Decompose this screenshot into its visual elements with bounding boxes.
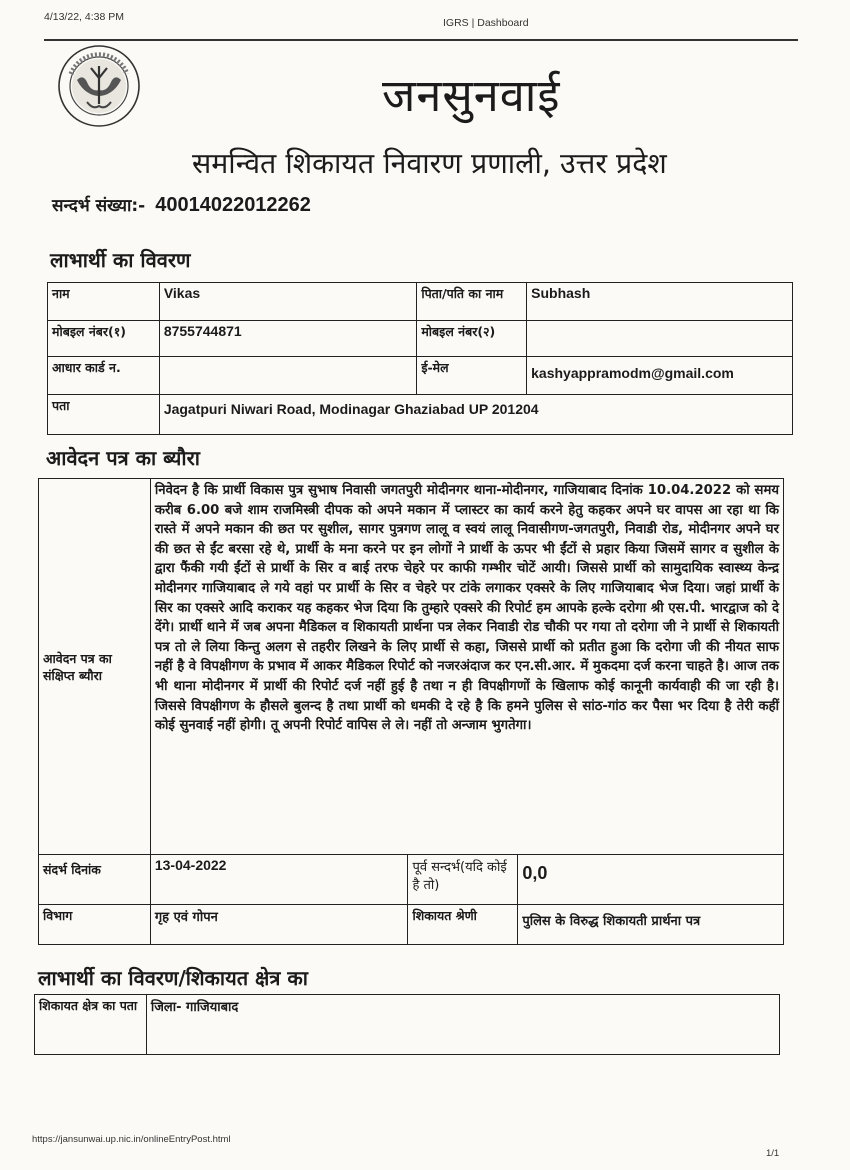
area-address-label: शिकायत क्षेत्र का पता — [35, 995, 147, 1055]
print-datetime: 4/13/22, 4:38 PM — [44, 11, 124, 23]
summary-text: निवेदन है कि प्रार्थी विकास पुत्र सुभाष निवासी जगतपुरी मोदीनगर थाना-मोदीनगर, गाजियाबाद दिनांक 10.04.2022 को समय करीब 6.00 बजे शाम राजमिस्त्री दीपक को अपने मकान में प्लास्टर का कार्य करने हेतु कहकर अपने घर वापस आ रहा था कि रास्ते में अपने मकान की छत पर सुशील, सागर पुत्रगण लालू व स्वयं लालू निवासीगण-जगतपुरी, निवाडी रोड, मोदीनगर अपने घर की छत से ईंट बरसा रहे थे, प्रार्थी के मना करने पर इन लोगों ने प्रार्थी के ऊपर भी ईंटों से प्रहार किया जिसमें सागर व सुशील के द्वारा फैंकी गयी ईंटों से प्रार्थी के सिर व बाई तरफ चेहरे पर काफी गम्भीर चोटें आयी। जिससे प्रार्थी को सामुदायिक स्वास्थ्य केन्द्र मोदीनगर गाजियाबाद ले गये वहां पर प्रार्थी के सिर व चेहरे पर टांके लगाकर एक्सरे के लिए गाजियाबाद भेज दिया। जहां प्रार्थी के सिर का एक्सरे आदि कराकर यह कहकर भेज दिया कि तुम्हारे एक्सरे की रिपोर्ट हम आपके हल्के दरोगा श्री एस.पी. भारद्वाज को दे देंगे। प्रार्थी थाने में जब अपना मैडिकल व शिकायती प्रार्थना पत्र लेकर निवाडी रोड चौकी पर गया तो दरोगा जी ने प्रार्थी से शिकायती पत्र तो ले लिया किन्तु अलग से तहरीर लिखने के लिए प्रार्थी से कहा, जिससे प्रार्थी को प्रतीत हुआ कि दरोगा जी की नीयत साफ नहीं है वे विपक्षीगण के प्रभाव में आकर मैडिकल रिपोर्ट को नजरअंदाज कर एन.सी.आर. में मुकदमा दर्ज करना चाहते है। आज तक भी थाना मोदीनगर में प्रार्थी की रिपोर्ट दर्ज नहीं हुई है तथा न ही विपक्षीगणों के खिलाफ कोई कानूनी कार्यवाही की जा रही है। जिससे विपक्षीगण के हौसले बुलन्द है तथा प्रार्थी को धमकी दे रहे है कि हमने पुलिस से सांठ-गांठ कर पैसा भर दिया है तेरी कहीं कोई सुनवाई नहीं होगी। तू अपनी रिपोर्ट वापिस ले ले। नहीं तो अन्जाम भुगतेगा। — [150, 479, 783, 855]
page-title: जनसुनवाई — [382, 69, 561, 122]
print-tab-title: IGRS | Dashboard — [443, 17, 529, 29]
reference-label: सन्दर्भ संख्या:- — [52, 196, 146, 216]
aadhaar-label: आधार कार्ड न. — [48, 357, 160, 395]
category-label: शिकायत श्रेणी — [408, 905, 518, 945]
application-heading: आवेदन पत्र का ब्यौरा — [46, 446, 200, 470]
print-url: https://jansunwai.up.nic.in/onlineEntryPost.html — [32, 1134, 231, 1145]
email-value: kashyappramodm@gmail.com — [527, 357, 793, 395]
page-number: 1/1 — [766, 1148, 780, 1159]
aadhaar-value — [159, 357, 417, 395]
prev-ref-label: पूर्व सन्दर्भ(यदि कोई है तो) — [408, 855, 518, 905]
name-label: नाम — [48, 283, 160, 321]
category-value: पुलिस के विरुद्ध शिकायती प्रार्थना पत्र — [518, 905, 784, 945]
reference-value: 40014022012262 — [155, 194, 311, 216]
name-value: Vikas — [159, 283, 417, 321]
mobile2-value — [527, 321, 793, 357]
ref-date-label: संदर्भ दिनांक — [39, 855, 151, 905]
header-divider — [44, 39, 798, 41]
reference-number — [52, 193, 311, 217]
ref-date-value: 13-04-2022 — [150, 855, 408, 905]
department-value: गृह एवं गोपन — [150, 905, 408, 945]
father-value: Subhash — [527, 283, 793, 321]
application-table — [38, 478, 784, 945]
email-label: ई-मेल — [417, 357, 527, 395]
address-value: Jagatpuri Niwari Road, Modinagar Ghaziabad UP 201204 — [159, 395, 792, 435]
beneficiary-heading: लाभार्थी का विवरण — [50, 248, 191, 272]
address-label: पता — [48, 395, 160, 435]
area-address-value: जिला- गाजियाबाद — [146, 995, 779, 1055]
page-subtitle: समन्वित शिकायत निवारण प्रणाली, उत्तर प्रदेश — [192, 147, 667, 180]
father-label: पिता/पति का नाम — [417, 283, 527, 321]
prev-ref-value: 0,0 — [518, 855, 784, 905]
mobile1-value: 8755744871 — [159, 321, 417, 357]
department-label: विभाग — [39, 905, 151, 945]
beneficiary-table — [47, 282, 793, 435]
mobile2-label: मोबइल नंबर(२) — [417, 321, 527, 357]
area-heading: लाभार्थी का विवरण/शिकायत क्षेत्र का — [38, 966, 308, 990]
mobile1-label: मोबइल नंबर(१) — [48, 321, 160, 357]
area-table — [34, 994, 780, 1055]
summary-label: आवेदन पत्र का संक्षिप्त ब्यौरा — [39, 479, 151, 855]
up-government-emblem-icon — [57, 44, 141, 128]
